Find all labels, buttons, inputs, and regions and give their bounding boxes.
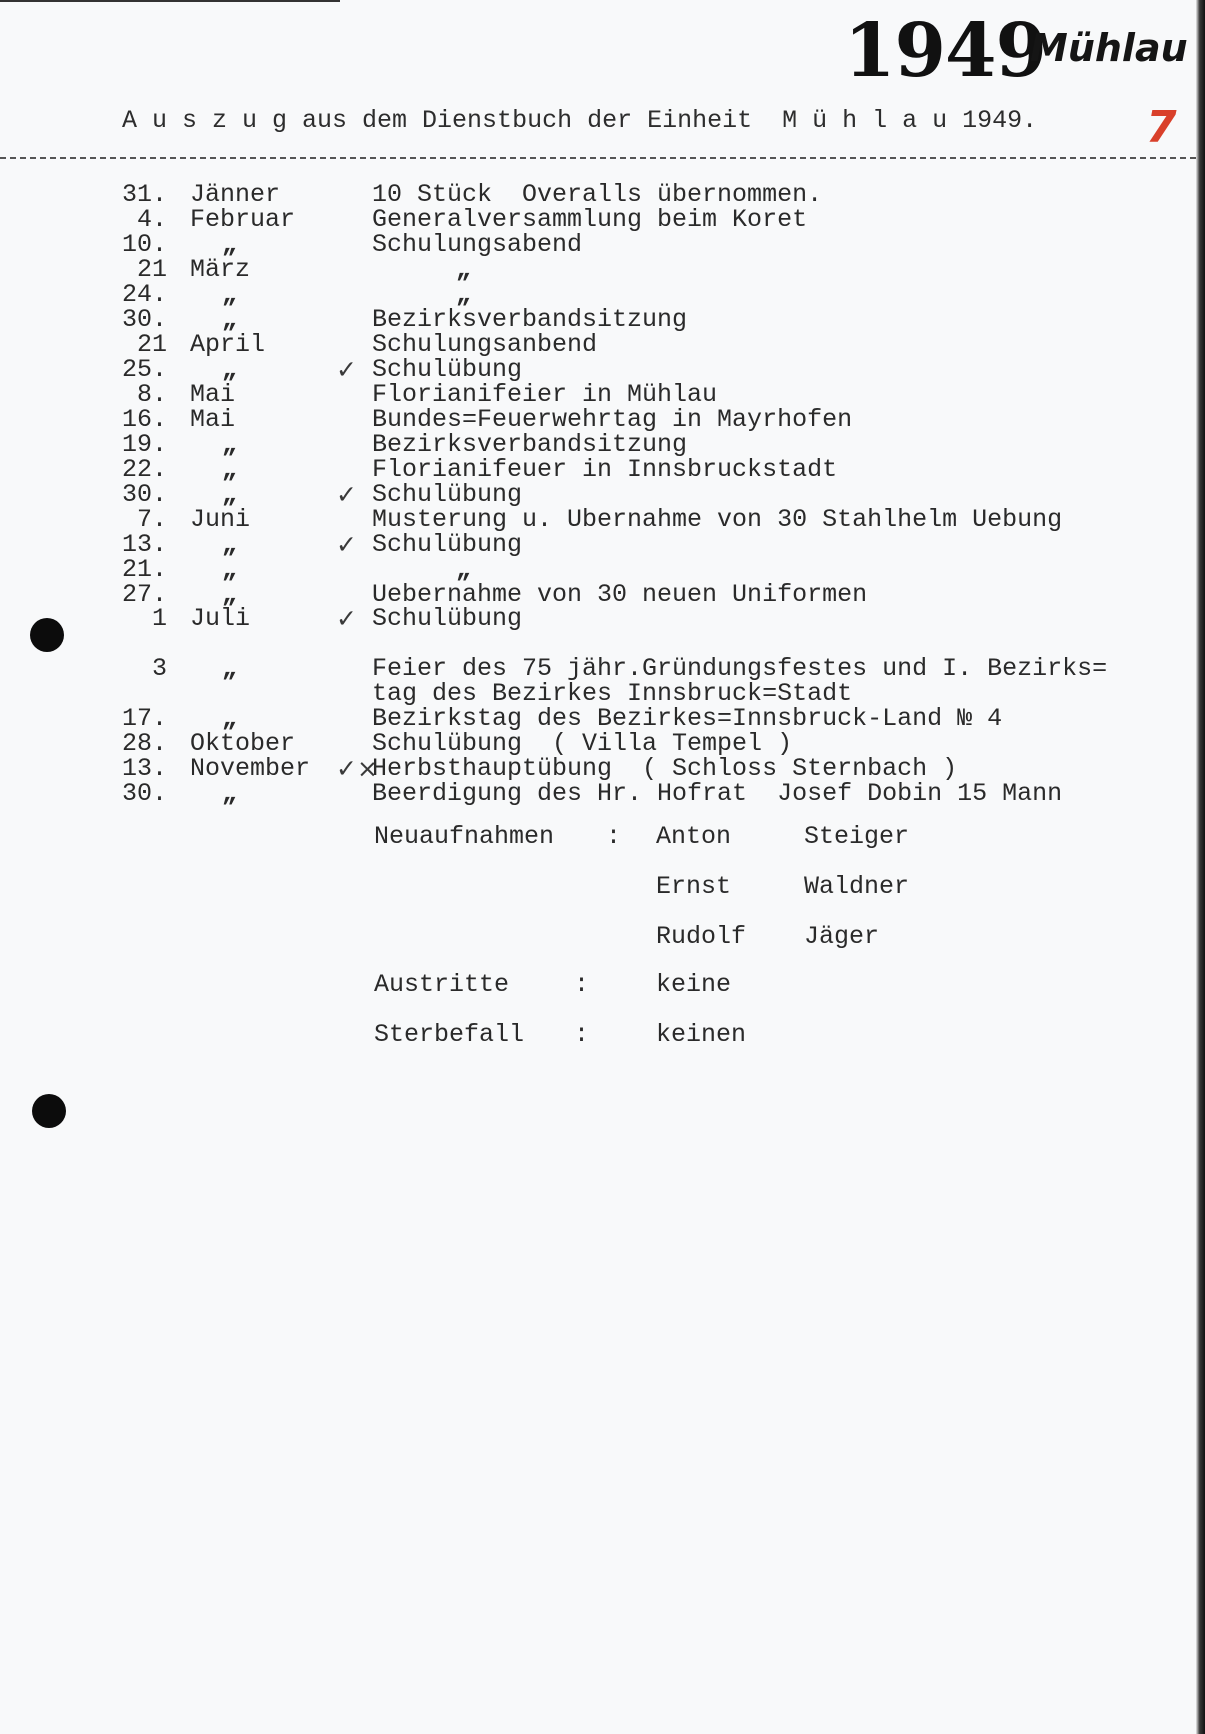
entry-month: März: [190, 255, 251, 284]
entry-date: 7.: [137, 505, 168, 534]
entry-date: 21: [137, 330, 168, 359]
exits-value: keine: [656, 970, 732, 999]
entry-month: „: [222, 355, 238, 384]
entry-event: Bezirksverbandsitzung: [372, 430, 688, 459]
entry-event: „: [456, 280, 472, 309]
entry-date: 10.: [122, 230, 168, 259]
entry-event: Bundes=Feuerwehrtag in Mayrhofen: [372, 405, 853, 434]
entry-month: „: [222, 455, 238, 484]
document-heading: A u s z u g aus dem Dienstbuch der Einheit M ü h l a u 1949.: [122, 106, 1038, 135]
entry-month: Februar: [190, 205, 296, 234]
entry-event: Schulungsanbend: [372, 330, 598, 359]
member-last-name: Jäger: [804, 922, 880, 951]
entry-event: Florianifeier in Mühlau: [372, 380, 718, 409]
entry-date: 21.: [122, 555, 168, 584]
separator: :: [574, 970, 590, 999]
entry-event: Bezirksverbandsitzung: [372, 305, 688, 334]
entry-month: „: [222, 280, 238, 309]
entry-date: 31.: [122, 180, 168, 209]
separator: :: [606, 822, 622, 851]
entry-date: 25.: [122, 355, 168, 384]
entry-date: 30.: [122, 305, 168, 334]
entry-month: „: [222, 530, 238, 559]
entry-month: „: [222, 779, 238, 808]
entry-event: Schulungsabend: [372, 230, 583, 259]
entry-month: „: [222, 480, 238, 509]
entry-date: 30.: [122, 779, 168, 808]
entry-event: Uebernahme von 30 neuen Uniformen: [372, 580, 868, 609]
year-stamp: 1949: [844, 8, 1046, 94]
handwritten-tick-icon: ✓: [336, 530, 357, 559]
entry-date: 3: [152, 654, 168, 683]
entry-event: Beerdigung des Hr. Hofrat Josef Dobin 15 Mann: [372, 779, 1063, 808]
entry-date: 17.: [122, 704, 168, 733]
entry-date: 28.: [122, 729, 168, 758]
entry-event: Schulübung: [372, 604, 523, 633]
entry-event: Bezirkstag des Bezirkes=Innsbruck-Land № 4: [372, 704, 1003, 733]
entry-event: Schulübung ( Villa Tempel ): [372, 729, 793, 758]
deaths-value: keinen: [656, 1020, 747, 1049]
handwritten-tick-icon: ✓: [336, 480, 357, 509]
entry-event: Schulübung: [372, 480, 523, 509]
place-stamp: Mühlau: [1030, 26, 1188, 70]
deaths-label: Sterbefall: [374, 1020, 525, 1049]
entry-month: Jänner: [190, 180, 281, 209]
entry-month: Mai: [190, 405, 236, 434]
entry-month: November: [190, 754, 311, 783]
member-first-name: Rudolf: [656, 922, 747, 951]
handwritten-tick-icon: ✓: [336, 355, 357, 384]
member-last-name: Waldner: [804, 872, 910, 901]
entry-event: Florianifeuer in Innsbruckstadt: [372, 455, 838, 484]
separator: :: [574, 1020, 590, 1049]
entry-event: Feier des 75 jähr.Gründungsfestes und I. Bezirks=: [372, 654, 1108, 683]
entry-date: 22.: [122, 455, 168, 484]
entry-month: „: [222, 305, 238, 334]
entry-month: „: [222, 555, 238, 584]
entry-date: 21: [137, 255, 168, 284]
entry-date: 1: [152, 604, 168, 633]
entry-event: Schulübung: [372, 355, 523, 384]
entry-event: Herbsthauptübung ( Schloss Sternbach ): [372, 754, 958, 783]
entry-month: April: [190, 330, 266, 359]
entry-month: Juli: [190, 604, 251, 633]
punch-hole-icon: [32, 1094, 66, 1128]
member-last-name: Steiger: [804, 822, 910, 851]
entry-date: 13.: [122, 530, 168, 559]
entry-event: „: [456, 555, 472, 584]
red-handwritten-mark: 7: [1146, 102, 1177, 153]
entry-month: „: [222, 654, 238, 683]
handwritten-tick-icon: ✓: [336, 604, 357, 633]
entry-date: 16.: [122, 405, 168, 434]
entry-date: 27.: [122, 580, 168, 609]
entry-date: 8.: [137, 380, 168, 409]
entry-month: „: [222, 230, 238, 259]
entry-event: Musterung u. Ubernahme von 30 Stahlhelm Uebung: [372, 505, 1063, 534]
entry-date: 19.: [122, 430, 168, 459]
entry-event: Generalversammlung beim Koret: [372, 205, 808, 234]
entry-month: „: [222, 580, 238, 609]
entry-event: 10 Stück Overalls übernommen.: [372, 180, 823, 209]
entry-event-continuation: tag des Bezirkes Innsbruck=Stadt: [372, 679, 853, 708]
right-page-edge: [1196, 0, 1205, 1734]
entry-event: Schulübung: [372, 530, 523, 559]
handwritten-tick-icon: ✓×: [336, 754, 378, 783]
entry-month: „: [222, 430, 238, 459]
new-members-label: Neuaufnahmen: [374, 822, 555, 851]
member-first-name: Anton: [656, 822, 732, 851]
entry-month: Juni: [190, 505, 251, 534]
entry-month: „: [222, 704, 238, 733]
entry-date: 13.: [122, 754, 168, 783]
entry-date: 24.: [122, 280, 168, 309]
entry-date: 4.: [137, 205, 168, 234]
entry-event: „: [456, 255, 472, 284]
entry-month: Mai: [190, 380, 236, 409]
entry-month: Oktober: [190, 729, 296, 758]
entry-date: 30.: [122, 480, 168, 509]
exits-label: Austritte: [374, 970, 510, 999]
member-first-name: Ernst: [656, 872, 732, 901]
